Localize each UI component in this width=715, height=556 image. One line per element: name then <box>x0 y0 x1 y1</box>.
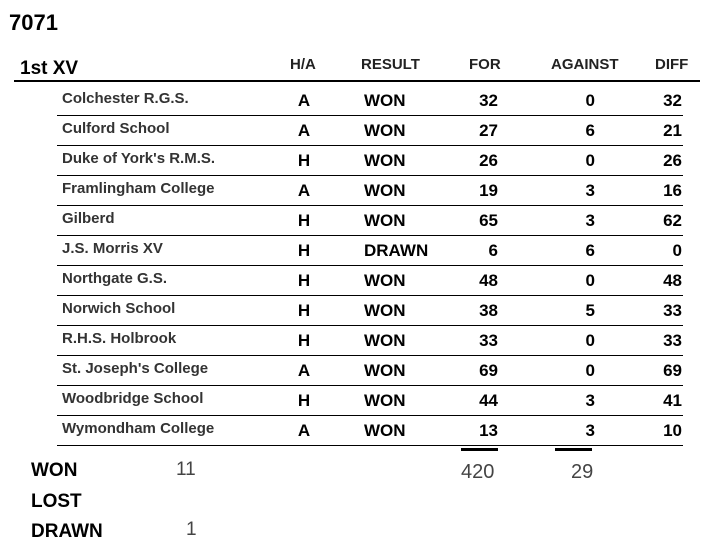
home-away: A <box>297 421 311 440</box>
column-header-ha: H/A <box>290 56 316 73</box>
home-away: H <box>297 271 311 290</box>
result: WON <box>364 211 406 230</box>
result: WON <box>364 271 406 290</box>
team-name: 1st XV <box>20 58 79 79</box>
points-diff: 33 <box>663 301 682 320</box>
school-name: J.S. Morris XV <box>62 240 163 257</box>
column-header-result: RESULT <box>361 56 420 73</box>
table-row <box>0 206 715 236</box>
school-name: Colchester R.G.S. <box>62 90 189 107</box>
table-row <box>0 116 715 146</box>
points-against: 0 <box>585 91 595 110</box>
points-against: 3 <box>585 391 595 410</box>
home-away: A <box>297 361 311 380</box>
table-row <box>0 176 715 206</box>
result: DRAWN <box>364 241 429 260</box>
points-for: 27 <box>479 121 498 140</box>
home-away: A <box>297 121 311 140</box>
school-name: St. Joseph's College <box>62 360 209 377</box>
points-for: 33 <box>479 331 498 350</box>
header-divider <box>14 80 700 82</box>
row-divider <box>57 445 683 446</box>
total-for: 420 <box>461 461 495 483</box>
result: WON <box>364 91 406 110</box>
points-diff: 41 <box>663 391 682 410</box>
home-away: H <box>297 151 311 170</box>
points-diff: 48 <box>663 271 682 290</box>
points-against: 3 <box>585 421 595 440</box>
points-for: 38 <box>479 301 498 320</box>
points-diff: 69 <box>663 361 682 380</box>
school-name: Gilberd <box>62 210 115 227</box>
points-diff: 26 <box>663 151 682 170</box>
points-diff: 21 <box>663 121 682 140</box>
points-for: 65 <box>479 211 498 230</box>
for-total-rule <box>461 448 498 451</box>
table-row <box>0 386 715 416</box>
points-for: 44 <box>479 391 498 410</box>
result: WON <box>364 301 406 320</box>
points-for: 32 <box>479 91 498 110</box>
home-away: H <box>297 241 311 260</box>
points-against: 0 <box>585 361 595 380</box>
table-row <box>0 146 715 176</box>
home-away: H <box>297 331 311 350</box>
points-diff: 0 <box>672 241 682 260</box>
column-header-for: FOR <box>469 56 501 73</box>
points-against: 0 <box>585 151 595 170</box>
points-for: 48 <box>479 271 498 290</box>
summary-won-label: WON <box>31 460 78 481</box>
school-name: Woodbridge School <box>62 390 204 407</box>
against-total-rule <box>555 448 592 451</box>
fixtures-table <box>0 86 715 446</box>
points-diff: 32 <box>663 91 682 110</box>
result: WON <box>364 151 406 170</box>
school-name: Framlingham College <box>62 180 215 197</box>
school-name: R.H.S. Holbrook <box>62 330 177 347</box>
table-row <box>0 326 715 356</box>
points-for: 6 <box>488 241 498 260</box>
points-for: 19 <box>479 181 498 200</box>
summary-drawn-value: 1 <box>186 519 197 540</box>
points-diff: 62 <box>663 211 682 230</box>
home-away: A <box>297 181 311 200</box>
result: WON <box>364 361 406 380</box>
table-row <box>0 86 715 116</box>
home-away: H <box>297 211 311 230</box>
result: WON <box>364 391 406 410</box>
column-header-diff: DIFF <box>655 56 689 73</box>
result: WON <box>364 331 406 350</box>
result: WON <box>364 181 406 200</box>
school-name: Northgate G.S. <box>62 270 168 287</box>
points-against: 3 <box>585 211 595 230</box>
table-row <box>0 416 715 446</box>
result: WON <box>364 121 406 140</box>
points-diff: 16 <box>663 181 682 200</box>
table-row <box>0 266 715 296</box>
points-against: 0 <box>585 331 595 350</box>
summary-drawn-label: DRAWN <box>31 521 103 542</box>
points-diff: 33 <box>663 331 682 350</box>
school-name: Wymondham College <box>62 420 215 437</box>
column-header-against: AGAINST <box>551 56 619 73</box>
total-against: 29 <box>571 461 594 483</box>
points-against: 3 <box>585 181 595 200</box>
points-against: 6 <box>585 121 595 140</box>
points-diff: 10 <box>663 421 682 440</box>
school-name: Culford School <box>62 120 170 137</box>
home-away: A <box>297 91 311 110</box>
page-title: 7071 <box>9 10 58 35</box>
table-row <box>0 296 715 326</box>
summary-lost-label: LOST <box>31 491 82 512</box>
school-name: Duke of York's R.M.S. <box>62 150 216 167</box>
points-for: 69 <box>479 361 498 380</box>
school-name: Norwich School <box>62 300 176 317</box>
points-for: 13 <box>479 421 498 440</box>
points-for: 26 <box>479 151 498 170</box>
summary-won-value: 11 <box>176 459 196 480</box>
home-away: H <box>297 391 311 410</box>
points-against: 0 <box>585 271 595 290</box>
points-against: 5 <box>585 301 595 320</box>
home-away: H <box>297 301 311 320</box>
points-against: 6 <box>585 241 595 260</box>
table-row <box>0 356 715 386</box>
result: WON <box>364 421 406 440</box>
table-row <box>0 236 715 266</box>
